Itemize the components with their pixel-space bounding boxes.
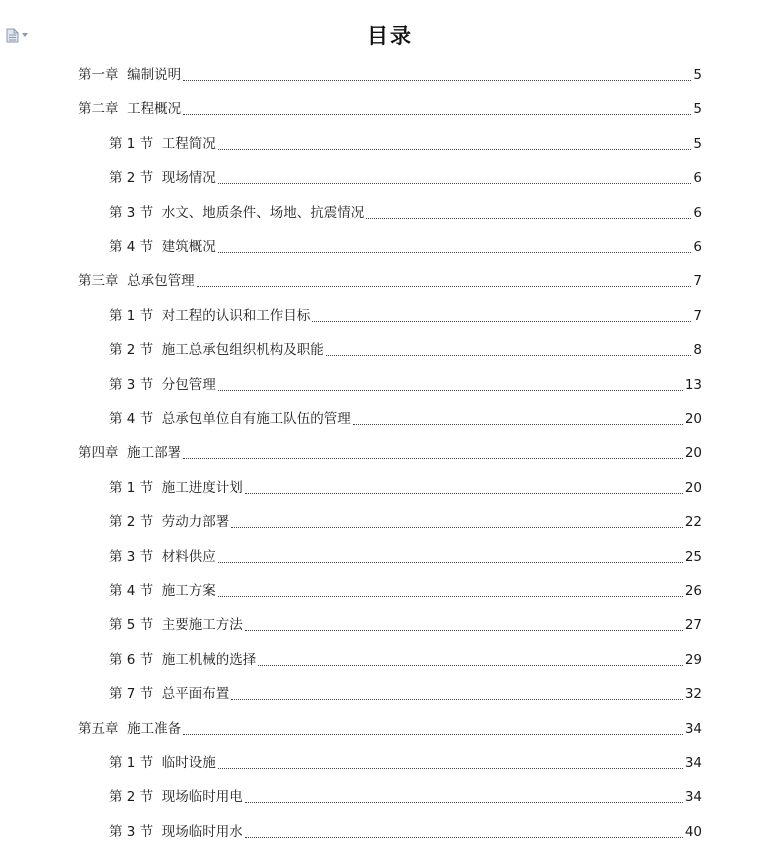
toc-entry-page-number: 20 xyxy=(684,445,702,462)
toc-leader-dots xyxy=(366,214,691,219)
toc-leader-dots xyxy=(218,558,683,563)
toc-leader-dots xyxy=(231,695,683,700)
toc-chapter-entry[interactable] xyxy=(78,719,702,739)
toc-entry-label: 第一章 编制说明 xyxy=(78,67,182,83)
toc-leader-dots xyxy=(245,798,683,803)
toc-leader-dots xyxy=(326,351,692,356)
toc-entry-page-number: 5 xyxy=(693,101,702,118)
toc-entry-label: 第 2 节 现场情况 xyxy=(109,170,216,187)
toc-entry-page-number: 8 xyxy=(693,342,702,359)
toc-entry-label: 第 1 节 临时设施 xyxy=(109,755,216,771)
toc-entry-page-number: 34 xyxy=(684,720,702,737)
toc-leader-dots xyxy=(197,282,692,287)
toc-entry-page-number: 7 xyxy=(693,307,702,324)
toc-entry-label: 第 2 节 劳动力部署 xyxy=(109,514,230,531)
toc-entry-label: 第 1 节 工程简况 xyxy=(109,135,216,152)
toc-entry-label: 第二章 工程概况 xyxy=(78,101,182,118)
toc-section-entry[interactable] xyxy=(109,409,702,429)
toc-section-entry[interactable] xyxy=(109,306,702,326)
toc-section-entry[interactable] xyxy=(109,375,702,395)
toc-entry-label: 第 6 节 施工机械的选择 xyxy=(109,651,257,668)
toc-entry-page-number: 26 xyxy=(684,583,702,599)
toc-leader-dots xyxy=(258,661,683,666)
toc-entry-page-number: 20 xyxy=(684,411,702,427)
toc-entry-label: 第 4 节 总承包单位自有施工队伍的管理 xyxy=(109,411,351,427)
toc-leader-dots xyxy=(245,489,683,494)
toc-section-entry[interactable] xyxy=(109,684,702,704)
toc-entry-page-number: 6 xyxy=(693,170,702,187)
toc-chapter-entry[interactable] xyxy=(78,65,702,85)
toc-section-entry[interactable] xyxy=(109,753,702,773)
toc-entry-page-number: 6 xyxy=(693,239,702,255)
toc-entry-page-number: 7 xyxy=(693,273,702,290)
toc-section-entry[interactable] xyxy=(109,650,702,670)
toc-entry-label: 第 1 节 对工程的认识和工作目标 xyxy=(109,307,311,324)
toc-section-entry[interactable] xyxy=(109,581,702,601)
toc-section-entry[interactable] xyxy=(109,203,702,223)
toc-entry-label: 第 3 节 现场临时用水 xyxy=(109,823,243,840)
toc-entry-page-number: 34 xyxy=(684,789,702,806)
toc-entry-page-number: 25 xyxy=(684,548,702,565)
toc-entry-label: 第四章 施工部署 xyxy=(78,445,182,462)
toc-entry-page-number: 32 xyxy=(684,686,702,703)
toc-section-entry[interactable] xyxy=(109,822,702,842)
toc-chapter-entry[interactable] xyxy=(78,99,702,119)
toc-leader-dots xyxy=(218,592,683,597)
toc-entry-label: 第 4 节 建筑概况 xyxy=(109,239,216,255)
toc-section-entry[interactable] xyxy=(109,512,702,532)
toc-section-entry[interactable] xyxy=(109,787,702,807)
toc-leader-dots xyxy=(183,76,691,81)
toc-entry-label: 第 2 节 施工总承包组织机构及职能 xyxy=(109,342,324,359)
toc-section-entry[interactable] xyxy=(109,340,702,360)
toc-leader-dots xyxy=(218,145,692,150)
toc-entry-page-number: 29 xyxy=(684,651,702,668)
toc-entry-page-number: 13 xyxy=(684,376,702,393)
toc-leader-dots xyxy=(218,179,692,184)
toc-entry-label: 第 3 节 材料供应 xyxy=(109,548,216,565)
toc-entry-label: 第 3 节 分包管理 xyxy=(109,376,216,393)
toc-entry-page-number: 22 xyxy=(684,514,702,531)
toc-entry-page-number: 34 xyxy=(684,755,702,771)
toc-chapter-entry[interactable] xyxy=(78,271,702,291)
toc-entry-page-number: 6 xyxy=(693,204,702,221)
toc-section-entry[interactable] xyxy=(109,478,702,498)
page-title: 目录 xyxy=(367,23,413,48)
toc-chapter-entry[interactable] xyxy=(78,443,702,463)
toc-entry-label: 第三章 总承包管理 xyxy=(78,273,195,290)
toc-section-entry[interactable] xyxy=(109,237,702,257)
toc-section-entry[interactable] xyxy=(109,615,702,635)
toc-leader-dots xyxy=(312,317,691,322)
toc-entry-page-number: 40 xyxy=(684,823,702,840)
toc-entry-label: 第 5 节 主要施工方法 xyxy=(109,617,243,634)
toc-entry-label: 第 1 节 施工进度计划 xyxy=(109,479,243,496)
toc-leader-dots xyxy=(231,523,683,528)
toc-section-entry[interactable] xyxy=(109,547,702,567)
toc-leader-dots xyxy=(218,386,683,391)
toc-leader-dots xyxy=(183,730,683,735)
toc-leader-dots xyxy=(353,420,683,425)
toc-leader-dots xyxy=(245,833,683,838)
toc-entry-label: 第 2 节 现场临时用电 xyxy=(109,789,243,806)
toc-section-entry[interactable] xyxy=(109,168,702,188)
toc-entry-page-number: 5 xyxy=(693,135,702,152)
toc-entry-page-number: 5 xyxy=(693,67,702,83)
toc-entry-label: 第五章 施工准备 xyxy=(78,720,182,737)
toc-entry-label: 第 4 节 施工方案 xyxy=(109,583,216,599)
toc-leader-dots xyxy=(183,454,683,459)
toc-section-entry[interactable] xyxy=(109,134,702,154)
toc-leader-dots xyxy=(218,764,683,769)
toc-leader-dots xyxy=(183,110,691,115)
toc-entry-label: 第 7 节 总平面布置 xyxy=(109,686,230,703)
toc-leader-dots xyxy=(245,626,683,631)
toc-leader-dots xyxy=(218,248,692,253)
toc-entry-page-number: 20 xyxy=(684,479,702,496)
toc-entry-page-number: 27 xyxy=(684,617,702,634)
toc-entry-label: 第 3 节 水文、地质条件、场地、抗震情况 xyxy=(109,204,365,221)
